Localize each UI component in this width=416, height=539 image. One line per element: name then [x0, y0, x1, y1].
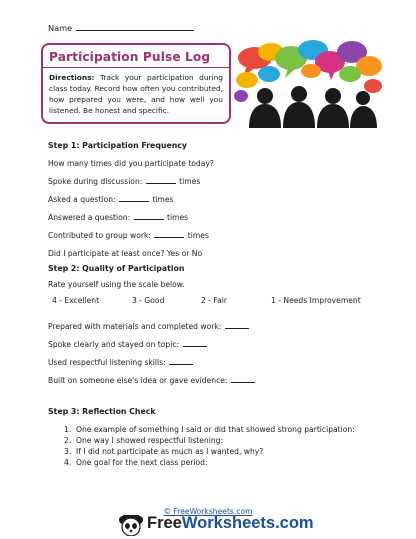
scale-good: 3 - Good — [132, 296, 165, 305]
built-on-blank[interactable] — [231, 376, 255, 383]
brand-com: .com — [275, 514, 314, 532]
list-text: If I did not participate as much as I wanted, why? — [76, 447, 264, 456]
answered-label: Answered a question: — [48, 213, 131, 222]
footer-link[interactable]: © FreeWorksheets.com — [163, 507, 253, 516]
list-item — [64, 447, 263, 456]
scale-needs-improvement: 1 - Needs Improvement — [271, 296, 361, 305]
group-work-blank[interactable] — [154, 231, 184, 238]
step2-r2 — [48, 340, 208, 349]
title-divider — [43, 67, 229, 68]
list-item — [64, 458, 208, 467]
asked-label: Asked a question: — [48, 195, 116, 204]
group-work-unit: times — [187, 231, 209, 240]
list-number: 4. — [64, 458, 72, 467]
built-on-label: Built on someone else's idea or gave evidence: — [48, 376, 228, 385]
scale-excellent: 4 - Excellent — [52, 296, 100, 305]
speech-bubbles-icon — [233, 38, 383, 128]
brand-free: Free — [147, 514, 182, 532]
header-box — [41, 43, 231, 124]
group-work-label: Contributed to group work: — [48, 231, 151, 240]
spoke-label: Spoke during discussion: — [48, 177, 143, 186]
list-text: One way I showed respectful listening: — [76, 436, 224, 445]
spoke-clearly-blank[interactable] — [183, 340, 207, 347]
step1-q5 — [48, 231, 209, 240]
panda-logo-icon — [117, 514, 145, 536]
listening-blank[interactable] — [169, 358, 193, 365]
directions-text: Track your participation during class today. Record how often you contributed, how prepared you were, and how well you listened. Be honest and specific. — [49, 73, 223, 115]
asked-blank[interactable] — [119, 195, 149, 202]
list-text: One example of something I said or did that showed strong participation: — [76, 425, 355, 434]
spoke-clearly-label: Spoke clearly and stayed on topic: — [48, 340, 180, 349]
scale-fair: 2 - Fair — [201, 296, 227, 305]
name-blank[interactable] — [76, 23, 194, 31]
step2-heading: Step 2: Quality of Participation — [48, 264, 185, 273]
spoke-blank[interactable] — [146, 177, 176, 184]
prepared-blank[interactable] — [225, 322, 249, 329]
listening-label: Used respectful listening skills: — [48, 358, 166, 367]
directions — [49, 72, 223, 116]
brand-name — [147, 514, 314, 533]
list-item — [64, 425, 355, 434]
name-field — [48, 23, 194, 33]
people-silhouettes-icon — [249, 86, 377, 128]
asked-unit: times — [152, 195, 174, 204]
list-number: 2. — [64, 436, 72, 445]
step2-r3 — [48, 358, 194, 367]
name-label: Name — [48, 23, 73, 33]
step2-r1 — [48, 322, 250, 331]
answered-unit: times — [167, 213, 189, 222]
step1-q6: Did I participate at least once? Yes or No — [48, 249, 203, 258]
list-text: One goal for the next class period: — [76, 458, 208, 467]
page-title: Participation Pulse Log — [49, 50, 211, 64]
answered-blank[interactable] — [134, 213, 164, 220]
step1-q3 — [48, 195, 174, 204]
step1-heading: Step 1: Participation Frequency — [48, 141, 187, 150]
spoke-unit: times — [179, 177, 201, 186]
list-number: 1. — [64, 425, 72, 434]
step2-r4 — [48, 376, 256, 385]
step1-q4 — [48, 213, 188, 222]
prepared-label: Prepared with materials and completed work: — [48, 322, 222, 331]
footer-logo — [117, 514, 317, 536]
list-number: 3. — [64, 447, 72, 456]
step3-heading: Step 3: Reflection Check — [48, 407, 156, 416]
step1-q2 — [48, 177, 200, 186]
step2-intro: Rate yourself using the scale below. — [48, 280, 185, 289]
list-item — [64, 436, 223, 445]
brand-worksheets: Worksheets — [181, 514, 276, 532]
directions-label: Directions: — [49, 73, 95, 82]
step1-q1: How many times did you participate today? — [48, 159, 214, 168]
